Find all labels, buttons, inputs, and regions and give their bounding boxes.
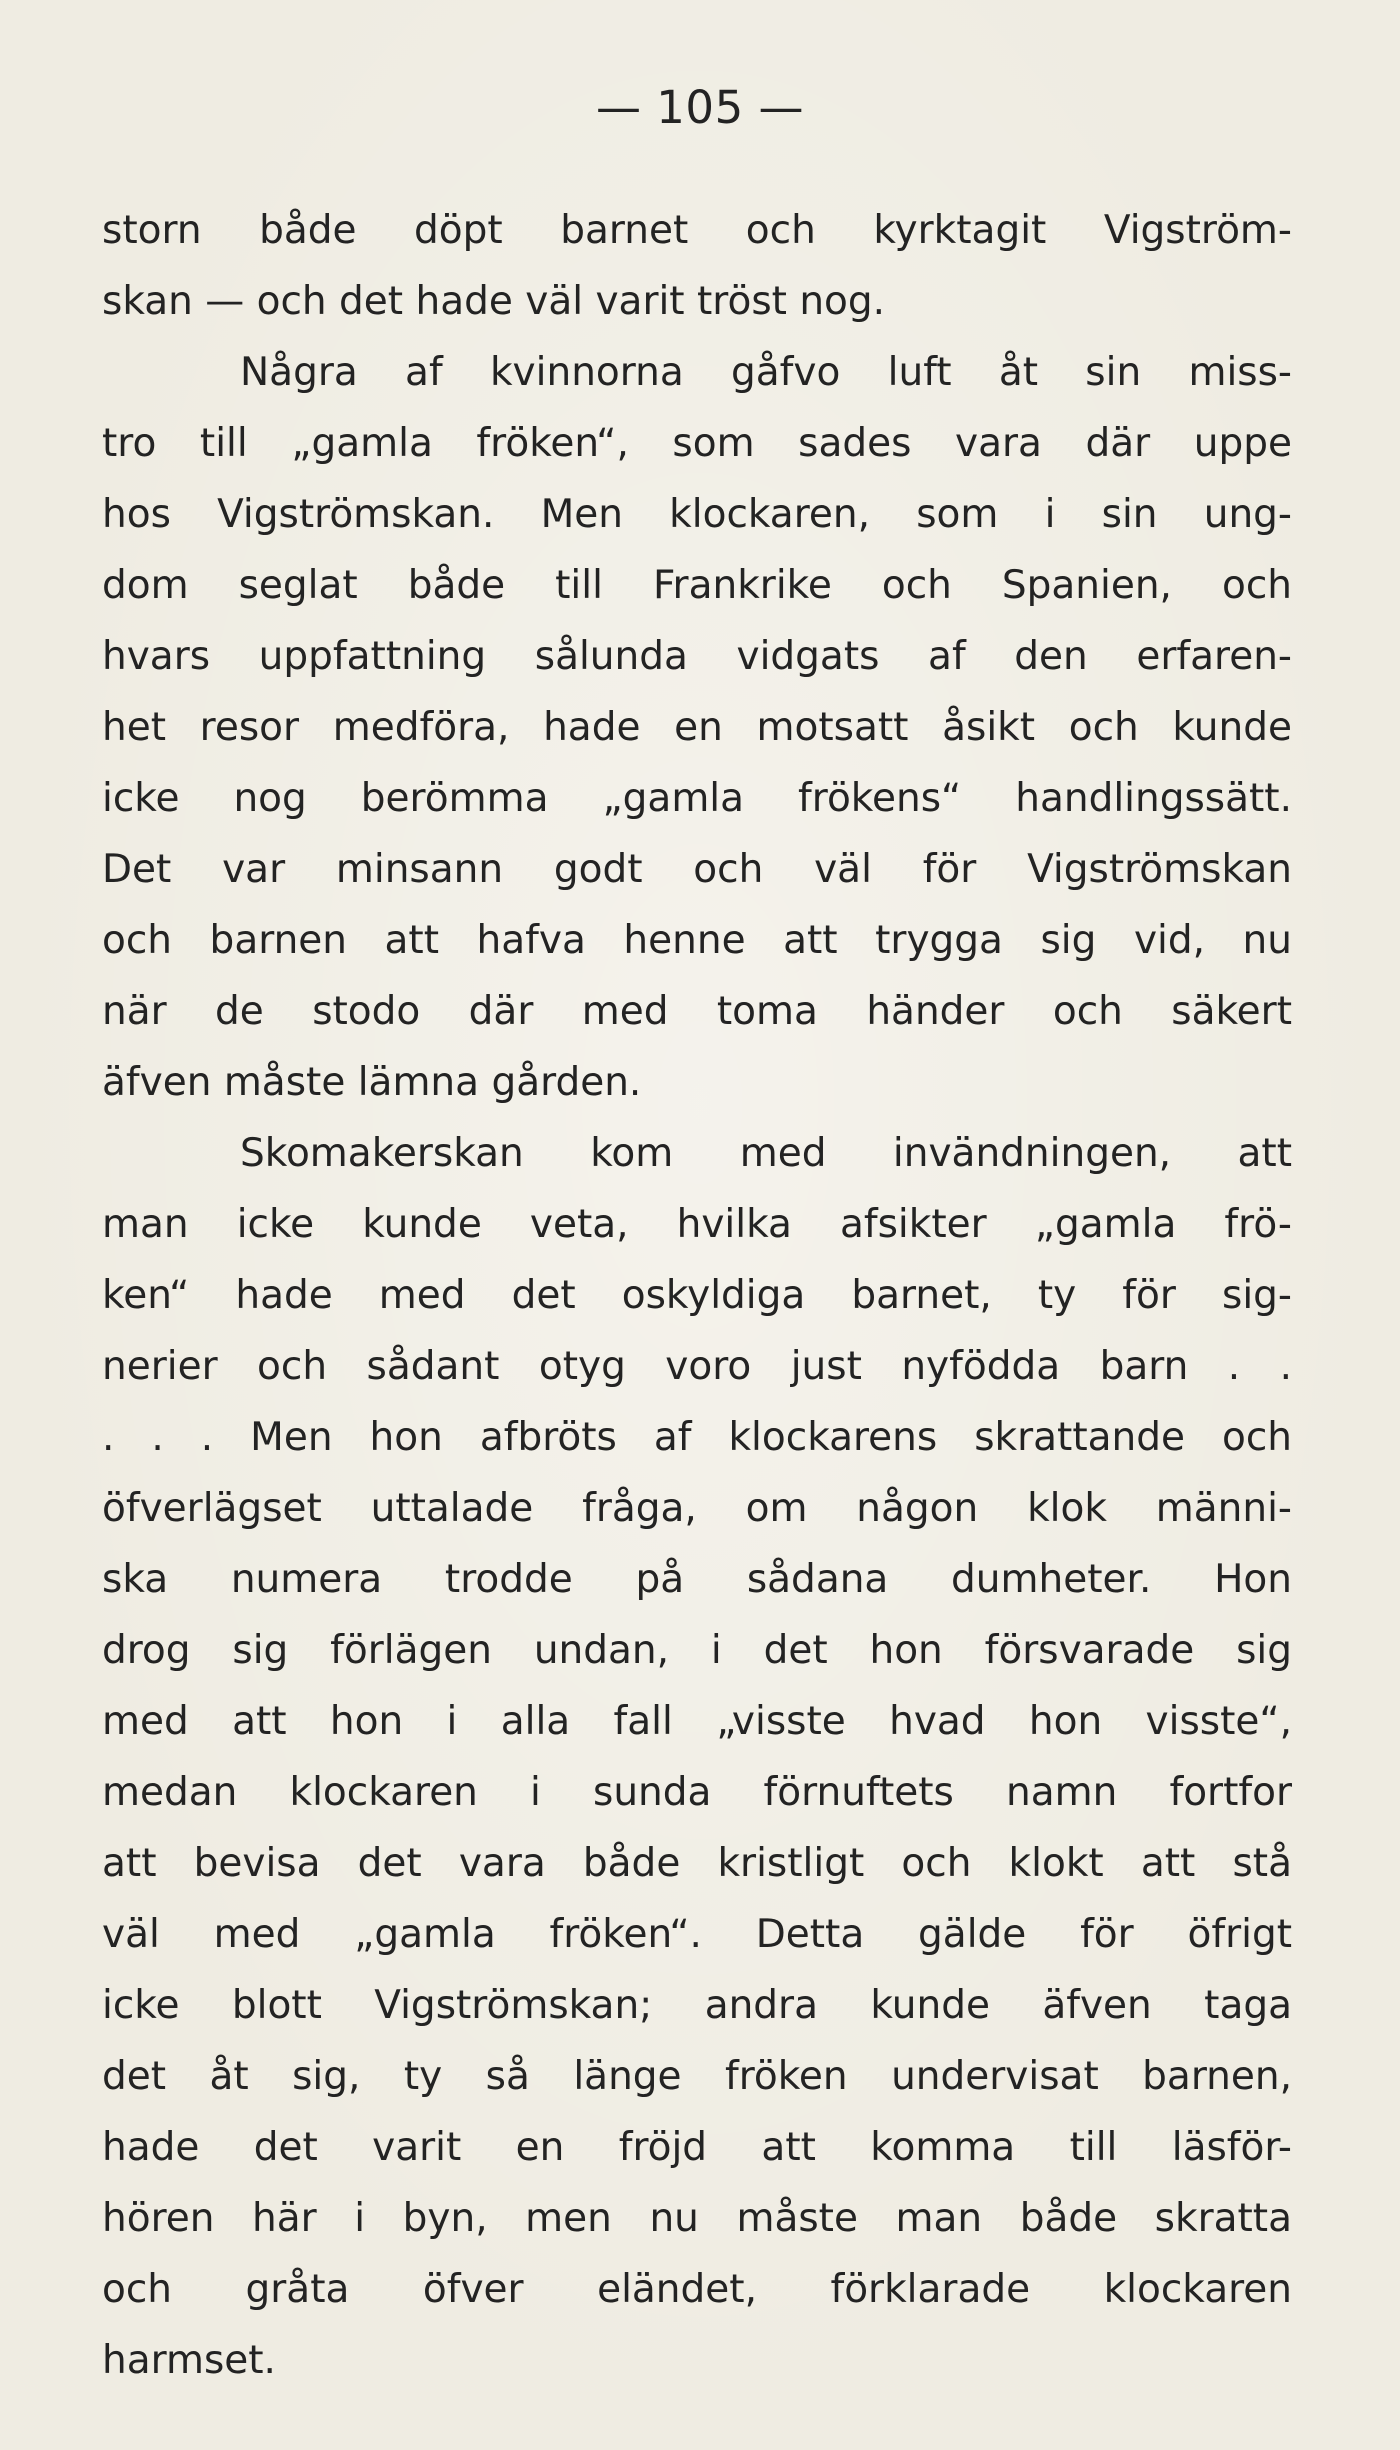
- text-line: äfven måste lämna gården.: [102, 1060, 642, 1105]
- page-number: — 105 —: [596, 81, 804, 134]
- text-line: öfverlägset uttalade fråga, om någon klok männi-: [102, 1486, 1292, 1531]
- text-line: icke blott Vigströmskan; andra kunde äfven taga: [102, 1983, 1292, 2028]
- text-line: hos Vigströmskan. Men klockaren, som i sin ung-: [102, 492, 1292, 537]
- text-line: hören här i byn, men nu måste man både skratta: [102, 2196, 1292, 2241]
- text-line: att bevisa det vara både kristligt och klokt att stå: [102, 1841, 1292, 1886]
- text-line: Några af kvinnorna gåfvo luft åt sin miss-: [240, 350, 1292, 395]
- text-line: dom seglat både till Frankrike och Spanien, och: [102, 563, 1292, 608]
- text-line: nerier och sådant otyg voro just nyfödda barn . .: [102, 1344, 1292, 1389]
- text-line: Det var minsann godt och väl för Vigströmskan: [102, 847, 1292, 892]
- text-line: med att hon i alla fall „visste hvad hon visste“,: [102, 1699, 1292, 1744]
- text-line: het resor medföra, hade en motsatt åsikt och kunde: [102, 705, 1292, 750]
- text-line: väl med „gamla fröken“. Detta gälde för öfrigt: [102, 1912, 1292, 1957]
- text-line: icke nog berömma „gamla frökens“ handlingssätt.: [102, 776, 1292, 821]
- text-line: tro till „gamla fröken“, som sades vara där uppe: [102, 421, 1292, 466]
- text-line: medan klockaren i sunda förnuftets namn fortfor: [102, 1770, 1292, 1815]
- text-line: det åt sig, ty så länge fröken undervisat barnen,: [102, 2054, 1292, 2099]
- text-line: drog sig förlägen undan, i det hon försvarade sig: [102, 1628, 1292, 1673]
- text-line: skan — och det hade väl varit tröst nog.: [102, 279, 886, 324]
- text-line: ska numera trodde på sådana dumheter. Hon: [102, 1557, 1292, 1602]
- text-line: hvars uppfattning sålunda vidgats af den erfaren-: [102, 634, 1292, 679]
- text-line: man icke kunde veta, hvilka afsikter „gamla frö-: [102, 1202, 1292, 1247]
- text-line: . . . Men hon afbröts af klockarens skrattande och: [102, 1415, 1292, 1460]
- text-line: hade det varit en fröjd att komma till läsför-: [102, 2125, 1292, 2170]
- body-text: [102, 195, 1292, 2396]
- text-line: och gråta öfver eländet, förklarade klockaren: [102, 2267, 1292, 2312]
- text-line: storn både döpt barnet och kyrktagit Vigström-: [102, 208, 1292, 253]
- text-line: ken“ hade med det oskyldiga barnet, ty för sig-: [102, 1273, 1292, 1318]
- text-line: när de stodo där med toma händer och säkert: [102, 989, 1292, 1034]
- text-line: och barnen att hafva henne att trygga sig vid, nu: [102, 918, 1292, 963]
- text-line: Skomakerskan kom med invändningen, att: [240, 1131, 1292, 1176]
- text-line: harmset.: [102, 2338, 276, 2383]
